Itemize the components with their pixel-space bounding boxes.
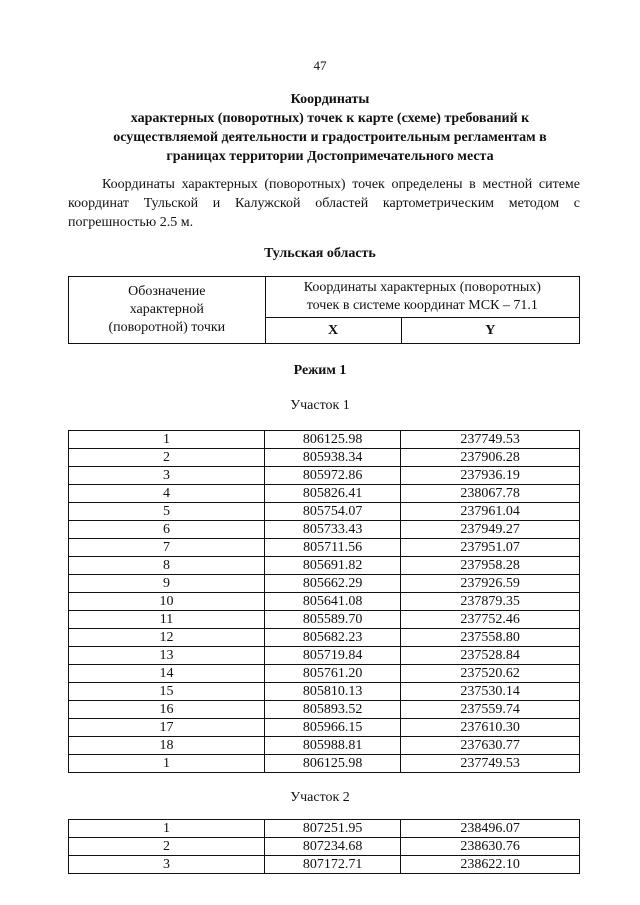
point-number-cell: 10 [69,593,265,611]
title-line: границах территории Достопримечательного места [166,149,494,164]
y-coordinate-cell: 237958.28 [401,557,580,575]
point-number-cell: 6 [69,521,265,539]
y-coordinate-cell: 237752.46 [401,611,580,629]
y-coordinate-cell: 237530.14 [401,683,580,701]
x-coordinate-cell: 805589.70 [265,611,401,629]
table-row [69,539,580,557]
table-row [69,838,580,856]
y-coordinate-cell: 238630.76 [401,838,580,856]
x-coordinate-cell: 805682.23 [265,629,401,647]
x-coordinate-cell: 805719.84 [265,647,401,665]
x-coordinate-cell: 805810.13 [265,683,401,701]
title-line: Координаты [290,92,370,107]
x-coordinate-cell: 805988.81 [265,737,401,755]
point-number-cell: 12 [69,629,265,647]
document-title [60,90,600,166]
point-number-cell: 1 [69,820,265,838]
header-table [68,276,580,344]
point-number-cell: 14 [69,665,265,683]
table-row [69,683,580,701]
point-number-cell: 13 [69,647,265,665]
point-number-cell: 9 [69,575,265,593]
x-coordinate-cell: 805761.20 [265,665,401,683]
x-coordinate-cell: 805893.52 [265,701,401,719]
title-line: характерных (поворотных) точек к карте (схеме) требований к [130,111,530,126]
table-row [69,467,580,485]
header-text: Обозначение [128,284,206,299]
x-coordinate-cell: 805826.41 [265,485,401,503]
table-row [69,431,580,449]
x-coordinate-cell: 806125.98 [265,431,401,449]
y-coordinate-cell: 237906.28 [401,449,580,467]
y-coordinate-cell: 238067.78 [401,485,580,503]
point-number-cell: 1 [69,755,265,773]
x-coordinate-cell: 807172.71 [265,856,401,874]
page-number: 47 [313,58,327,73]
region-heading: Тульская область [264,246,376,261]
point-number-cell: 15 [69,683,265,701]
y-coordinate-cell: 237610.30 [401,719,580,737]
y-coordinate-cell: 237749.53 [401,755,580,773]
table-row [69,755,580,773]
intro-paragraph: Координаты характерных (поворотных) точек определены в местной ситеме координат Тульской и Калужской областей картометрическим методом с погрешностью 2.5 м. [68,177,580,230]
x-coordinate-cell: 805966.15 [265,719,401,737]
x-coordinate-cell: 805711.56 [265,539,401,557]
point-number-cell: 5 [69,503,265,521]
header-text: характерной [129,302,204,317]
header-x: X [265,318,401,344]
y-coordinate-cell: 237879.35 [401,593,580,611]
y-coordinate-cell: 237749.53 [401,431,580,449]
header-text: (поворотной) точки [108,320,226,335]
section-2-title: Участок 2 [290,790,350,805]
y-coordinate-cell: 237961.04 [401,503,580,521]
point-number-cell: 2 [69,838,265,856]
table-row [69,647,580,665]
x-coordinate-cell: 805754.07 [265,503,401,521]
point-number-cell: 11 [69,611,265,629]
x-coordinate-cell: 805662.29 [265,575,401,593]
x-coordinate-cell: 805733.43 [265,521,401,539]
x-coordinate-cell: 807234.68 [265,838,401,856]
y-coordinate-cell: 237630.77 [401,737,580,755]
y-coordinate-cell: 237951.07 [401,539,580,557]
y-coordinate-cell: 237926.59 [401,575,580,593]
point-number-cell: 1 [69,431,265,449]
x-coordinate-cell: 805691.82 [265,557,401,575]
title-line: осуществляемой деятельности и градостроительным регламентам в [113,130,547,145]
table-row [69,485,580,503]
table-row [69,629,580,647]
point-number-cell: 3 [69,467,265,485]
x-coordinate-cell: 805938.34 [265,449,401,467]
table-row [69,820,580,838]
point-number-cell: 4 [69,485,265,503]
x-coordinate-cell: 807251.95 [265,820,401,838]
point-number-cell: 2 [69,449,265,467]
x-coordinate-cell: 806125.98 [265,755,401,773]
y-coordinate-cell: 237520.62 [401,665,580,683]
header-coordinates-cell [265,277,579,318]
point-number-cell: 7 [69,539,265,557]
table-row [69,665,580,683]
table-row [69,557,580,575]
regime-heading: Режим 1 [293,363,347,378]
y-coordinate-cell: 237558.80 [401,629,580,647]
header-y: Y [401,318,579,344]
point-number-cell: 18 [69,737,265,755]
point-number-cell: 17 [69,719,265,737]
table-row [69,611,580,629]
header-text: Координаты характерных (поворотных) [303,280,541,295]
y-coordinate-cell: 237528.84 [401,647,580,665]
table-row [69,521,580,539]
table-row [69,593,580,611]
header-designation-cell [69,277,266,344]
point-number-cell: 3 [69,856,265,874]
table-row [69,449,580,467]
table-row [69,701,580,719]
table-row [69,719,580,737]
section-2-table [68,819,580,874]
table-row [69,575,580,593]
y-coordinate-cell: 237936.19 [401,467,580,485]
y-coordinate-cell: 238496.07 [401,820,580,838]
table-row [69,856,580,874]
y-coordinate-cell: 237559.74 [401,701,580,719]
section-1-title: Участок 1 [290,398,350,413]
table-row [69,737,580,755]
point-number-cell: 16 [69,701,265,719]
y-coordinate-cell: 237949.27 [401,521,580,539]
x-coordinate-cell: 805641.08 [265,593,401,611]
section-1-table [68,430,580,773]
table-row [69,503,580,521]
x-coordinate-cell: 805972.86 [265,467,401,485]
y-coordinate-cell: 238622.10 [401,856,580,874]
point-number-cell: 8 [69,557,265,575]
header-text: точек в системе координат МСК – 71.1 [306,298,538,313]
